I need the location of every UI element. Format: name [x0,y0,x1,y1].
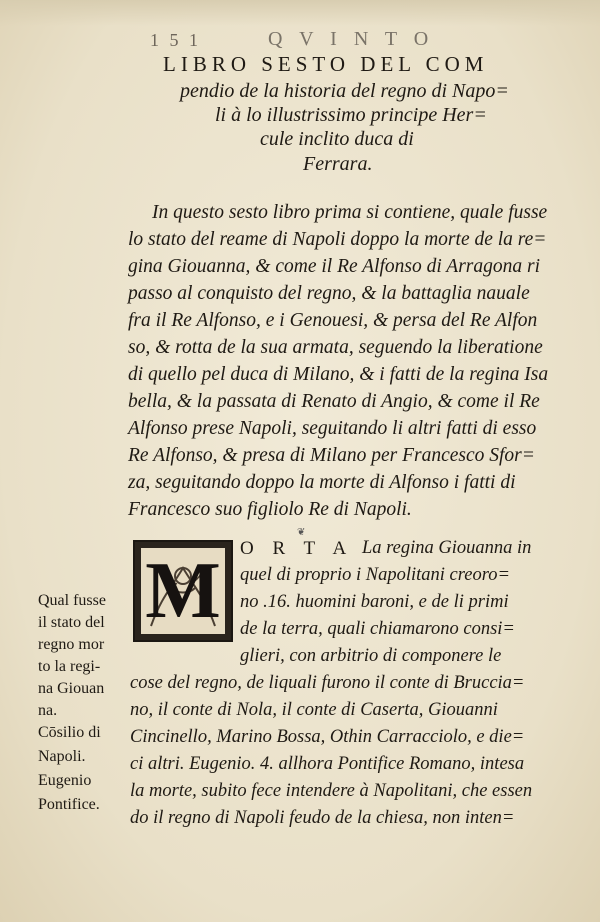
body-line: La regina Giouanna in [362,538,532,558]
initial-panel [141,548,225,634]
summary-line: Alfonso prese Napoli, seguitando li altri fatti di esso [128,418,537,439]
summary-line: bella, & la passata di Renato di Angio, & come il Re [128,391,540,412]
body-line: quel di proprio i Napolitani creoro= [240,565,510,585]
opening-word: O R T A [240,538,354,559]
running-head [0,28,600,52]
margin-note: Cōsilio di [38,724,101,741]
margin-note: il stato del [38,614,105,631]
margin-note: Pontifice. [38,796,100,813]
summary-line: so, & rotta de la sua armata, seguendo la liberatione [128,337,543,358]
fleuron-ornament: ❦ [297,527,306,538]
folio-number: 1 5 1 [150,30,201,50]
summary-line: passo al conquisto del regno, & la battaglia nauale [128,283,530,304]
body-line: do il regno di Napoli feudo de la chiesa, non inten= [130,808,515,828]
body-line: cose del regno, de liquali furono il conte di Bruccia= [130,673,525,693]
decorated-initial [133,540,233,642]
body-line: ci altri. Eugenio. 4. allhora Pontifice Romano, intesa [130,754,525,774]
summary-line: za, seguitando doppo la morte di Alfonso i fatti di [128,472,516,493]
body-line: no, il conte di Nola, il conte di Caserta, Giouanni [130,700,498,720]
margin-note: na Giouan [38,680,105,697]
initial-letter: M [145,547,221,635]
summary-line: di quello pel duca di Milano, & i fatti de la regina Isa [128,364,549,385]
margin-note: Eugenio [38,772,92,789]
body-line: de la terra, quali chiamarono consi= [240,619,515,639]
margin-note: na. [38,702,58,719]
running-title: Q V I N T O [268,28,435,50]
page-stain [0,0,600,26]
summary-line: gina Giouanna, & come il Re Alfonso di Arragona ri [128,256,541,277]
body-line: Cincinello, Marino Bossa, Othin Carracciolo, e die= [130,727,525,747]
summary-line: fra il Re Alfonso, e i Genouesi, & persa del Re Alfon [128,310,538,331]
summary-line: lo stato del reame di Napoli doppo la morte de la re= [128,229,547,250]
heading-line: cule inclito duca di [260,128,414,150]
heading-line: Ferrara. [303,153,373,175]
body-line: glieri, con arbitrio di componere le [240,646,502,666]
body-line: la morte, subito fece intendere à Napolitani, che essen [130,781,533,801]
margin-note: to la regi- [38,658,101,675]
summary-line: Francesco suo figliolo Re di Napoli. [128,499,412,520]
summary-line: In questo sesto libro prima si contiene, quale fusse [152,202,548,223]
margin-note: regno mor [38,636,105,653]
heading-line: pendio de la historia del regno di Napo= [180,80,509,102]
margin-note: Qual fusse [38,592,106,609]
heading-line: li à lo illustrissimo principe Her= [215,104,487,126]
heading-first-line: LIBRO SESTO DEL COM [163,52,489,76]
margin-note: Napoli. [38,748,86,765]
summary-line: Re Alfonso, & presa di Milano per Francesco Sfor= [128,445,535,466]
body-line: no .16. huomini baroni, e de li primi [240,592,509,612]
